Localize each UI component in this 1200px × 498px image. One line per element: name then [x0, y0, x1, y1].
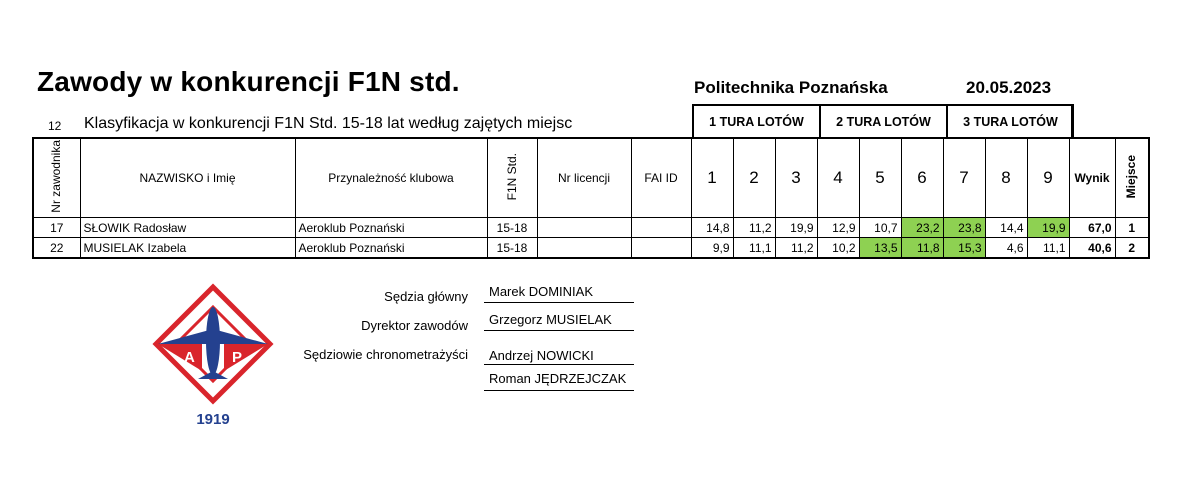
row-category: 15-18: [487, 238, 537, 259]
col-club: Przynależność klubowa: [295, 138, 487, 218]
row-flight-6: 11,8: [901, 238, 943, 259]
row-flight-1: 9,9: [691, 238, 733, 259]
official-role-2: Dyrektor zawodów: [361, 318, 468, 333]
row-flight-1: 14,8: [691, 218, 733, 238]
row-flight-7: 15,3: [943, 238, 985, 259]
row-flight-9: 11,1: [1027, 238, 1069, 259]
signature-line: [484, 364, 634, 365]
table-row: [33, 218, 1149, 238]
class-title: Klasyfikacja w konkurencji F1N Std. 15-18 lat według zajętych miejsc: [84, 115, 573, 132]
row-name: SŁOWIK Radosław: [80, 218, 295, 238]
row-flight-6: 23,2: [901, 218, 943, 238]
official-role-3: Sędziowie chronometrażyści: [303, 347, 468, 362]
row-flight-3: 19,9: [775, 218, 817, 238]
row-flight-5: 10,7: [859, 218, 901, 238]
row-license: [537, 238, 631, 259]
organizer: Politechnika Poznańska: [694, 78, 888, 97]
logo-fuselage-icon: [206, 307, 220, 375]
col-flight-7: 7: [943, 138, 985, 218]
row-flight-2: 11,1: [733, 238, 775, 259]
logo-letter-a: A: [184, 349, 195, 366]
row-category: 15-18: [487, 218, 537, 238]
logo-year: 1919: [196, 411, 230, 428]
official-name-4: Roman JĘDRZEJCZAK: [489, 371, 627, 386]
col-fai: FAI ID: [631, 138, 691, 218]
row-flight-8: 14,4: [985, 218, 1027, 238]
event-date: 20.05.2023: [966, 78, 1052, 97]
row-result: 40,6: [1069, 238, 1115, 259]
col-result: Wynik: [1069, 138, 1115, 218]
row-name: MUSIELAK Izabela: [80, 238, 295, 259]
row-nr: 22: [33, 238, 80, 259]
signature-line: [484, 302, 634, 303]
signature-line: [484, 390, 634, 391]
row-club: Aeroklub Poznański: [295, 218, 487, 238]
class-number: 12: [48, 119, 62, 133]
row-flight-2: 11,2: [733, 218, 775, 238]
results-table: [32, 137, 1150, 259]
col-category: F1N Std.: [487, 138, 537, 218]
table-header-row: [33, 138, 1149, 218]
row-flight-9: 19,9: [1027, 218, 1069, 238]
row-license: [537, 218, 631, 238]
col-place: Miejsce: [1115, 138, 1149, 218]
col-flight-6: 6: [901, 138, 943, 218]
signature-line: [484, 330, 634, 331]
row-result: 67,0: [1069, 218, 1115, 238]
row-flight-3: 11,2: [775, 238, 817, 259]
row-nr: 17: [33, 218, 80, 238]
row-flight-4: 10,2: [817, 238, 859, 259]
row-flight-7: 23,8: [943, 218, 985, 238]
col-flight-9: 9: [1027, 138, 1069, 218]
round-header-3: 3 TURA LOTÓW: [946, 104, 1073, 137]
table-row: [33, 238, 1149, 259]
col-flight-5: 5: [859, 138, 901, 218]
row-flight-4: 12,9: [817, 218, 859, 238]
logo-letter-p: P: [232, 349, 243, 366]
row-flight-8: 4,6: [985, 238, 1027, 259]
official-name-2: Grzegorz MUSIELAK: [489, 312, 612, 327]
col-license: Nr licencji: [537, 138, 631, 218]
row-fai: [631, 218, 691, 238]
aeroklub-logo: [152, 283, 274, 433]
col-nr: Nr zawodnika: [33, 138, 80, 218]
official-name-3: Andrzej NOWICKI: [489, 348, 594, 363]
row-place: 1: [1115, 218, 1149, 238]
round-header-1: 1 TURA LOTÓW: [692, 104, 819, 137]
round-header-border: [1071, 104, 1074, 137]
round-header-2: 2 TURA LOTÓW: [819, 104, 946, 137]
page-title: Zawody w konkurencji F1N std.: [37, 66, 460, 97]
row-club: Aeroklub Poznański: [295, 238, 487, 259]
row-place: 2: [1115, 238, 1149, 259]
row-fai: [631, 238, 691, 259]
col-flight-3: 3: [775, 138, 817, 218]
col-flight-1: 1: [691, 138, 733, 218]
col-flight-4: 4: [817, 138, 859, 218]
col-flight-2: 2: [733, 138, 775, 218]
official-name-1: Marek DOMINIAK: [489, 284, 594, 299]
official-role-1: Sędzia główny: [384, 289, 468, 304]
col-flight-8: 8: [985, 138, 1027, 218]
col-name: NAZWISKO i Imię: [80, 138, 295, 218]
row-flight-5: 13,5: [859, 238, 901, 259]
